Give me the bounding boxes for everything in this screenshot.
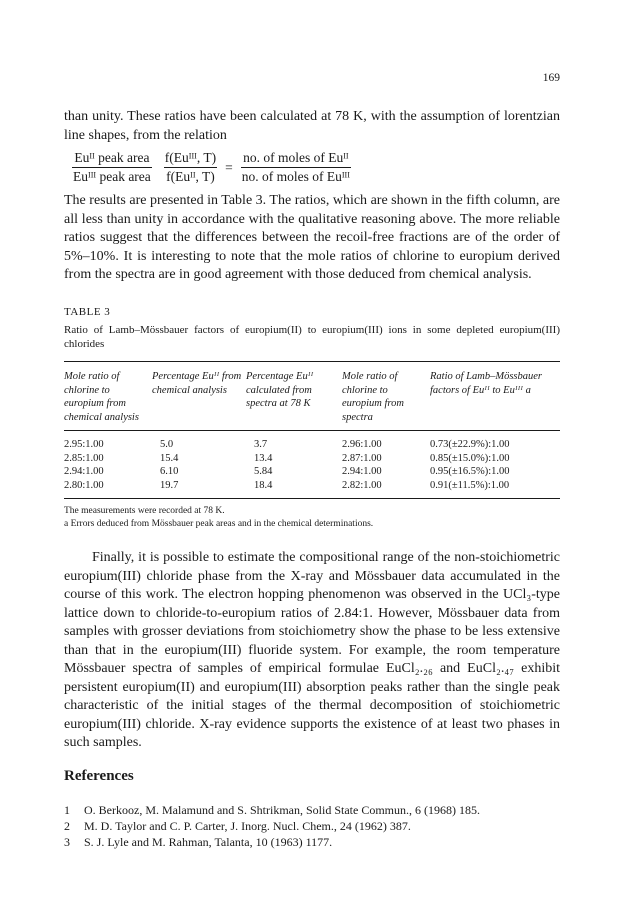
table-cell: 6.10	[160, 466, 179, 477]
table-cell: 2.85:1.00	[64, 452, 104, 464]
f-eu3: f(Euᴵᴵᴵ, T)	[164, 150, 217, 168]
table-notes	[64, 505, 560, 530]
references-list	[64, 802, 560, 850]
reference-number: 3	[64, 835, 70, 849]
data-table	[64, 361, 560, 499]
table-cell: 2.80:1.00	[64, 479, 104, 491]
reference-number: 1	[64, 803, 70, 817]
moles-eu3: no. of moles of Euᴵᴵᴵ	[241, 169, 350, 184]
table-cell: 0.91(±11.5%):1.00	[430, 479, 510, 491]
table-cell: 13.4	[254, 452, 273, 464]
table-cell: 2.82:1.00	[342, 479, 382, 491]
ratio-equation	[72, 150, 568, 185]
body-paragraph-2: The results are presented in Table 3. The ratios, which are shown in the fifth column, are all less than unity in accordance with the qualitative reasoning above. The more reliable ratios suggest that the differences between the recoil-free fractions are of the order of 5%–10%. It is interesting to note that the mole ratios of chlorine to europium derived from the spectra are in good agreement with those deduced from chemical analysis.	[64, 193, 560, 282]
table-row	[64, 465, 560, 479]
moles-eu2: no. of moles of Euᴵᴵ	[241, 150, 351, 168]
recoil-free-fraction	[164, 150, 217, 185]
f-eu2: f(Euᴵᴵ, T)	[166, 169, 215, 184]
table-caption: Ratio of Lamb–Mössbauer factors of europium(II) to europium(III) ions in some depleted europium(III) chlorides	[64, 324, 560, 350]
references-heading: References	[64, 768, 134, 784]
table-cell: 18.4	[254, 479, 273, 491]
table-cell: 19.7	[160, 479, 179, 491]
table-row	[64, 479, 560, 499]
table-cell: 0.95(±16.5%):1.00	[430, 466, 510, 477]
reference-text: M. D. Taylor and C. P. Carter, J. Inorg. Nucl. Chem., 24 (1962) 387.	[84, 819, 411, 833]
table-footnote: a Errors deduced from Mössbauer peak areas and in the chemical determinations.	[64, 518, 374, 529]
table-cell: 0.85(±15.0%):1.00	[430, 452, 510, 464]
reference-item	[64, 802, 560, 818]
table-cell: 2.95:1.00	[64, 439, 104, 450]
column-header: Percentage Euᴵᴵ from chemical analysis	[152, 362, 246, 431]
column-header: Percentage Euᴵᴵ calculated from spectra at 78 K	[246, 362, 342, 431]
reference-number: 2	[64, 819, 70, 833]
column-header: Ratio of Lamb–Mössbauer factors of Euᴵᴵ to Euᴵᴵᴵ a	[430, 362, 560, 431]
table-cell: 2.96:1.00	[342, 439, 382, 450]
table-cell: 5.84	[254, 466, 273, 477]
equals-sign: =	[225, 159, 233, 175]
reference-text: O. Berkooz, M. Malamund and S. Shtrikman, Solid State Commun., 6 (1968) 185.	[84, 803, 480, 817]
body-paragraph-1: than unity. These ratios have been calculated at 78 K, with the assumption of lorentzian line shapes, from the relation	[64, 109, 560, 143]
table-3	[64, 305, 560, 530]
reference-item	[64, 818, 560, 834]
table-row	[64, 431, 560, 452]
table-cell: 0.73(±22.9%):1.00	[430, 439, 510, 450]
table-cell: 2.87:1.00	[342, 452, 382, 464]
column-header: Mole ratio of chlorine to europium from spectra	[342, 362, 430, 431]
peak-area-fraction	[72, 150, 152, 185]
table-cell: 5.0	[160, 439, 174, 450]
mole-fraction	[241, 150, 351, 185]
table-label: TABLE 3	[64, 306, 111, 318]
table-row	[64, 452, 560, 466]
column-header: Mole ratio of chlorine to europium from chemical analysis	[64, 362, 152, 431]
table-cell: 2.94:1.00	[64, 466, 104, 477]
table-note: The measurements were recorded at 78 K.	[64, 506, 225, 516]
body-paragraph-3: Finally, it is possible to estimate the compositional range of the non-stoichiometric europium(III) chloride phase from the X-ray and Mössbauer data accumulated in the course of this work. The electron hopping phenomenon was observed in the UCl₃-type lattice down to chloride-to-europium ratios of 2.84:1. However, Mössbauer data from samples with grosser deviations from stoichiometry show the phase to be less extensive than that in the europium(III) fluoride system. For example, the room temperature Mössbauer spectra of samples of empirical formulae EuCl₂.₂₆ and EuCl₂.₄₇ exhibit persistent europium(II) and europium(III) absorption peaks rather than the single peak characteristic of the initial stages of the thermal decomposition of stoichiometric europium(III) chloride. X-ray evidence supports the existence of at least two phases in such samples.	[64, 550, 560, 750]
reference-text: S. J. Lyle and M. Rahman, Talanta, 10 (1963) 1177.	[84, 835, 333, 849]
eu2-peak-area: Euᴵᴵ peak area	[72, 150, 152, 168]
table-cell: 3.7	[254, 439, 268, 450]
table-cell: 2.94:1.00	[342, 466, 382, 477]
table-header-row	[64, 362, 560, 431]
page-number: 169	[542, 72, 560, 84]
reference-item	[64, 834, 560, 850]
table-cell: 15.4	[160, 452, 179, 464]
eu3-peak-area: Euᴵᴵᴵ peak area	[73, 169, 151, 184]
